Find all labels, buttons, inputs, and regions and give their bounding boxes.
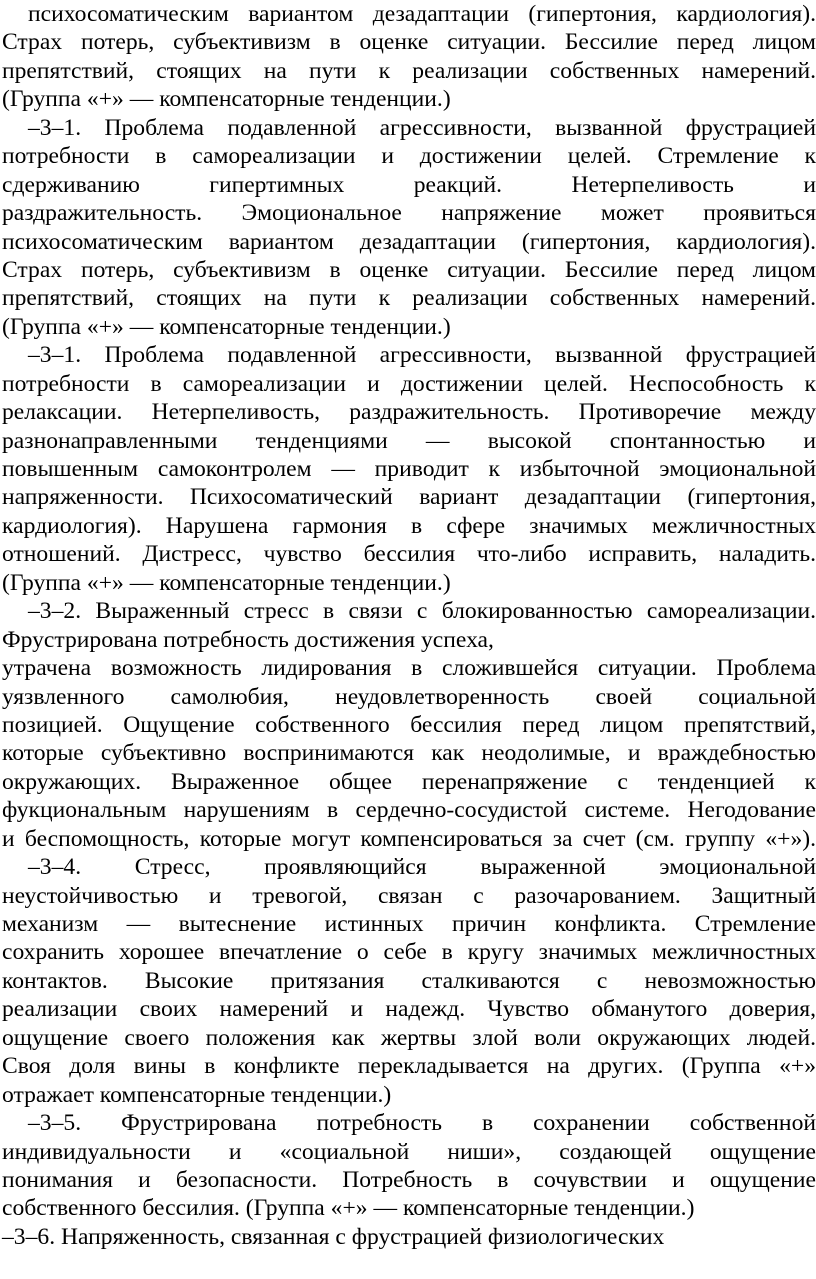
text-line: контактов. Высокие притязания сталкиваются с невозможностью xyxy=(2,967,816,994)
text-line: разнонаправленными тенденциями — высокой спонтанностью и xyxy=(2,427,816,454)
text-line: фукциональным нарушениям в сердечно-сосудистой системе. Негодование xyxy=(2,797,816,824)
text-line: психосоматическим вариантом дезадаптации (гипертония, кардиология). xyxy=(2,228,816,255)
text-line: отражает компенсаторные тенденции.) xyxy=(2,1081,392,1108)
text-line: и беспомощность, которые могут компенсироваться за счет (см. группу «+»). xyxy=(2,825,816,852)
text-line: (Группа «+» — компенсаторные тенденции.) xyxy=(2,86,451,113)
text-line: реализации своих намерений и надежд. Чувство обманутого доверия, xyxy=(2,996,816,1023)
text-line: напряженности. Психосоматический вариант дезадаптации (гипертония, xyxy=(2,484,816,511)
text-line: уязвленного самолюбия, неудовлетворенность своей социальной xyxy=(2,683,816,710)
text-line: повышенным самоконтролем — приводит к избыточной эмоциональной xyxy=(2,456,816,482)
text-line: ощущение своего положения как жертвы злой воли окружающих людей. xyxy=(2,1024,816,1051)
text-line: –3–5. Фрустрирована потребность в сохранении собственной xyxy=(28,1110,816,1137)
text-line: потребности в самореализации и достижении целей. Неспособность к xyxy=(2,370,816,397)
text-line: раздражительность. Эмоциональное напряжение может проявиться xyxy=(2,200,816,227)
text-line: которые субъективно воспринимаются как неодолимые, и враждебностью xyxy=(2,740,816,767)
text-line: –3–1. Проблема подавленной агрессивности, вызванной фрустрацией xyxy=(28,114,816,141)
text-line: отношений. Дистресс, чувство бессилия что-либо исправить, наладить. xyxy=(2,541,816,568)
text-line: препятствий, стоящих на пути к реализации собственных намерений. xyxy=(2,285,816,312)
text-line: понимания и безопасности. Потребность в сочувствии и ощущение xyxy=(2,1166,816,1193)
text-line: –3–2. Выраженный стресс в связи с блокированностью самореализации. xyxy=(28,598,816,625)
text-line: Фрустрирована потребность достижения успеха, xyxy=(2,626,494,653)
text-line: (Группа «+» — компенсаторные тенденции.) xyxy=(2,569,451,596)
text-line: –3–1. Проблема подавленной агрессивности, вызванной фрустрацией xyxy=(28,342,816,369)
text-line: сдерживанию гипертимных реакций. Нетерпеливость и xyxy=(2,171,816,198)
text-line: окружающих. Выраженное общее перенапряжение с тенденцией к xyxy=(2,768,816,795)
text-line: механизм — вытеснение истинных причин конфликта. Стремление xyxy=(2,911,816,937)
text-line: релаксации. Нетерпеливость, раздражительность. Противоречие между xyxy=(2,399,816,426)
text-line: потребности в самореализации и достижении целей. Стремление к xyxy=(2,143,816,170)
text-line: индивидуальности и «социальной ниши», создающей ощущение xyxy=(2,1138,816,1165)
text-line: (Группа «+» — компенсаторные тенденции.) xyxy=(2,313,451,340)
text-line: –3–6. Напряженность, связанная с фрустрацией физиологических xyxy=(2,1223,665,1250)
text-line: психосоматическим вариантом дезадаптации (гипертония, кардиология). xyxy=(28,1,816,27)
document-text xyxy=(2,0,816,1251)
text-line: кардиология). Нарушена гармония в сфере значимых межличностных xyxy=(2,512,816,539)
text-line: утрачена возможность лидирования в сложившейся ситуации. Проблема xyxy=(2,655,816,682)
text-line: Своя доля вины в конфликте перекладывается на других. (Группа «+» xyxy=(2,1053,816,1080)
text-line: позицией. Ощущение собственного бессилия перед лицом препятствий, xyxy=(2,711,816,738)
text-line: Страх потерь, субъективизм в оценке ситуации. Бессилие перед лицом xyxy=(2,256,816,283)
text-line: сохранить хорошее впечатление о себе в кругу значимых межличностных xyxy=(2,939,816,966)
text-line: препятствий, стоящих на пути к реализации собственных намерений. xyxy=(2,57,816,84)
text-line: –3–4. Стресс, проявляющийся выраженной эмоциональной xyxy=(28,854,816,881)
text-line: собственного бессилия. (Группа «+» — компенсаторные тенденции.) xyxy=(2,1195,695,1222)
text-line: неустойчивостью и тревогой, связан с разочарованием. Защитный xyxy=(2,882,816,909)
text-line: Страх потерь, субъективизм в оценке ситуации. Бессилие перед лицом xyxy=(2,29,816,56)
